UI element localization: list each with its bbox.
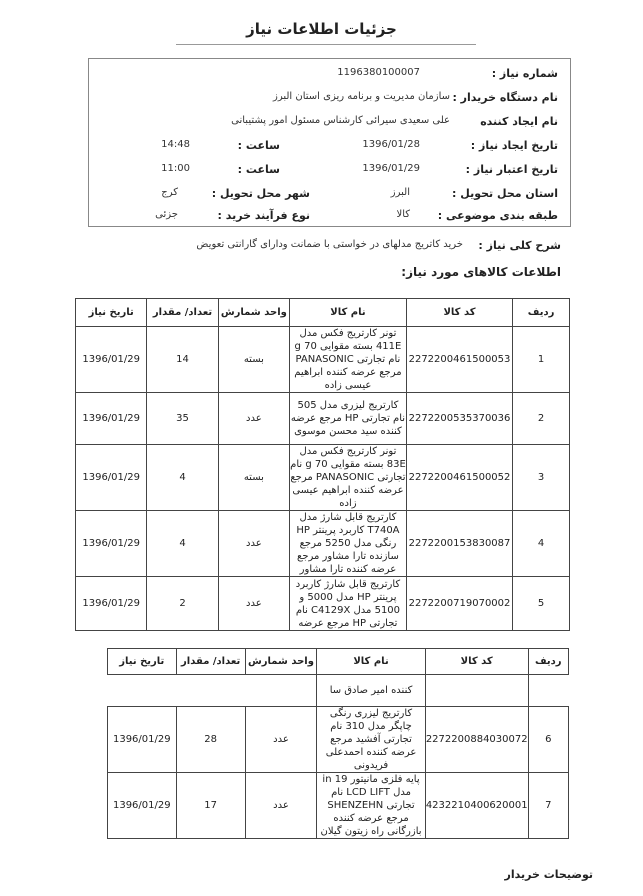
cell-qty: 28 [176,707,245,773]
items-table-2 [107,648,569,839]
cell-name: تونر کارتریج فکس مدل 83E بسته مقوایی 70 g نام تجارتی PANASONIC مرجع عرضه کننده ابراهیم عیسی زاده [290,446,406,509]
cell-code: 2272200461500052 [406,445,512,511]
cell-unit: بسته [218,327,289,393]
table-header-row [76,299,570,327]
col-date-header: تاریخ نیاز [76,299,147,327]
general-description-label: شرح کلی نیاز : [478,239,561,252]
validity-time-label: ساعت : [237,163,280,176]
process-type-label: نوع فرآیند خرید : [217,209,310,222]
col-unit-header: واحد شمارش [245,649,317,675]
creator-name-value: علی سعیدی سیرائی کارشناس مسئول امور پشتیبانی [231,115,450,126]
table-header-row [108,649,569,675]
col-row-header: ردیف [513,299,570,327]
delivery-city-label: شهر محل تحویل : [211,187,310,200]
cell-qty: 17 [176,773,245,839]
cell-code: 4232210400620001 [425,773,528,839]
cell-qty: 4 [147,511,218,577]
cell-code: 2272200719070002 [406,577,512,631]
cell-name: کارتریج لیزری مدل 505 نام تجارتی HP مرجع عرضه کننده سید محسن موسوی [290,393,407,445]
col-name-header: نام کالا [290,299,407,327]
process-type-value: جزئی [155,209,178,220]
table-row [108,707,569,773]
col-date-header: تاریخ نیاز [108,649,177,675]
cell-name: پایه فلزی مانیتور in 19 مدل LCD LIFT نام تجارتی SHENZEHN مرجع عرضه کننده بازرگانی راه زیتون گیلان [317,773,426,839]
delivery-province-label: استان محل تحویل : [452,187,558,200]
col-qty-header: تعداد/ مقدار [147,299,218,327]
created-date-value: 1396/01/28 [362,139,420,150]
cell-row: 2 [513,393,570,445]
validity-time-value: 11:00 [161,163,190,174]
page-title: جزئیات اطلاعات نیاز [246,20,397,38]
cell-date: 1396/01/29 [76,511,147,577]
category-value: کالا [396,209,410,220]
cell-row: 4 [513,511,570,577]
cell-row: 7 [528,773,568,839]
cell-unit: عدد [218,393,289,445]
created-time-label: ساعت : [237,139,280,152]
title-underline [176,44,476,45]
cell-name: تونر کارتریج فکس مدل 411E بسته مقوایی 70 g نام تجارتی PANASONIC مرجع عرضه کننده ابراهیم عیسی زاده [290,327,407,393]
need-number-label: شماره نیاز : [491,67,558,80]
items-heading: اطلاعات کالاهای مورد نیاز: [401,265,561,279]
need-number-value: 1196380100007 [337,67,420,78]
continuation-text: کننده امیر صادق سا [317,675,426,707]
cell-qty: 4 [147,445,218,511]
delivery-city-value: کرج [161,187,178,198]
cell-qty: 2 [147,577,218,631]
cell-code: 2272200461500053 [406,327,512,393]
buyer-name-value: سازمان مدیریت و برنامه ریزی استان البرز [273,91,450,102]
cell-unit: عدد [218,577,289,631]
cell-date: 1396/01/29 [76,393,147,445]
validity-date-value: 1396/01/29 [362,163,420,174]
general-description-value: خرید کاتریج مدلهای در خواستی با ضمانت ودارای گارانتی تعویض [196,239,463,250]
created-time-value: 14:48 [161,139,190,150]
cell-unit: عدد [245,707,317,773]
continuation-row [108,675,569,707]
delivery-province-value: البرز [390,187,410,198]
col-row-header: ردیف [528,649,568,675]
cell-row: 5 [513,577,570,631]
cell-row: 3 [513,445,570,511]
created-date-label: تاریخ ایجاد نیاز : [470,139,558,152]
buyer-name-label: نام دستگاه خریدار : [452,91,558,104]
table-row [76,511,570,577]
cell-code: 2272200884030072 [425,707,528,773]
cell-date: 1396/01/29 [76,445,147,511]
cell-qty: 14 [147,327,218,393]
items-table-1 [75,298,570,631]
cell-unit: بسته [218,445,289,511]
table-row [76,445,570,511]
cell-unit: عدد [218,511,289,577]
category-label: طبقه بندی موضوعی : [437,209,558,222]
col-unit-header: واحد شمارش [218,299,289,327]
cell-qty: 35 [147,393,218,445]
col-qty-header: تعداد/ مقدار [176,649,245,675]
buyer-notes-label: توضیحات خریدار [504,868,593,881]
cell-date: 1396/01/29 [108,773,177,839]
cell-date: 1396/01/29 [76,577,147,631]
cell-name: کارتریج قابل شارژ مدل T740A کاربرد پرینتر HP رنگی مدل 5250 مرجع سازنده تارا مشاور مرجع عرضه کننده تارا مشاور [290,511,407,577]
cell-row: 6 [528,707,568,773]
cell-code: 2272200535370036 [406,393,512,445]
cell-name: کارتریج لیزری رنگی چاپگر مدل 310 نام تجارتی آفشید مرجع عرضه کننده احمدعلی فریدونی [317,707,426,773]
table-row [76,393,570,445]
cell-name: کارتریج قابل شارژ کاربرد پرینتر HP مدل 5000 و 5100 مدل C4129X نام تجارتی HP مرجع عرضه [290,577,407,631]
validity-date-label: تاریخ اعتبار نیاز : [465,163,558,176]
table-row [76,327,570,393]
col-code-header: کد کالا [406,299,512,327]
col-name-header: نام کالا [317,649,426,675]
creator-name-label: نام ایجاد کننده [480,115,558,128]
cell-date: 1396/01/29 [108,707,177,773]
table-row [108,773,569,839]
table-row [76,577,570,631]
cell-row: 1 [513,327,570,393]
col-code-header: کد کالا [425,649,528,675]
cell-date: 1396/01/29 [76,327,147,393]
cell-unit: عدد [245,773,317,839]
info-box [88,58,571,227]
cell-code: 2272200153830087 [406,511,512,577]
